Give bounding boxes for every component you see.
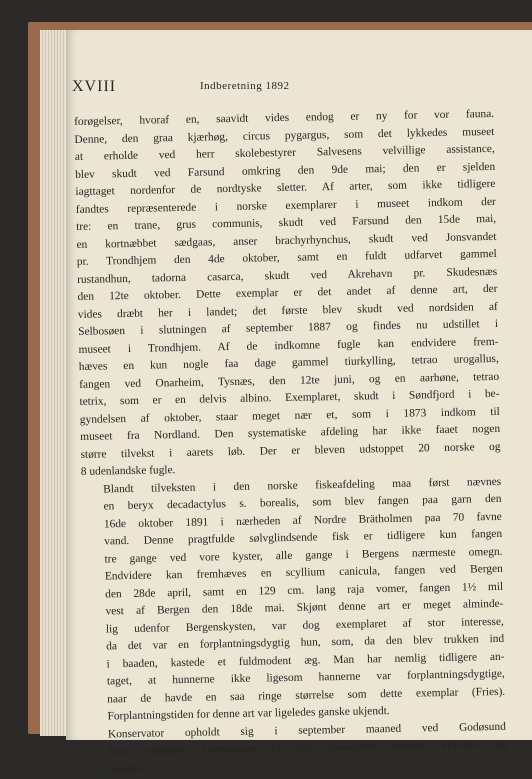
text-line: lig udenfor Bergenskysten, var dog exemplaret af stor interesse, — [105, 615, 504, 635]
text-line: fandtes repræsenterede i norske exemplarer i museet indkom der — [75, 195, 496, 216]
text-line: rustandhun, tadorna casarca, skudt ved Akrehavn pr. Skudesnæs — [77, 265, 498, 286]
text-line: 8 udenlandske fugle. — [80, 464, 176, 478]
text-line: pr. Trondhjem den 4de oktober, samt en fuldt udfarvet gammel — [76, 247, 497, 268]
paragraph — [81, 473, 506, 726]
text-line: iagttaget nordenfor de nordtyske sletter. Af arter, som ikke tidligere — [75, 177, 496, 198]
text-line: gyndelsen af oktober, staar meget nær et, som i 1873 indkom til — [79, 405, 500, 426]
text-line: 16de oktober 1891 i nærheden af Nordre Brätholmen paa 70 favne — [103, 510, 502, 531]
text-line: tetrix, som er en delvis albino. Exemplaret, skudt i Søndfjord i be- — [79, 387, 500, 408]
text-line: Endvidere kan fremhæves en scyllium canicula, fangen ved Bergen — [104, 562, 503, 583]
text-line: tre gange ved vore kyster, alle gange i Bergens nærmeste omegn. — [104, 545, 503, 565]
text-line: museet i Trondhjem. Af de indkomne fugle kan endvidere frem- — [78, 335, 499, 356]
text-line: forøgelser, hvoraf en, saavidt vides endog er ny for vor fauna. — [74, 107, 495, 128]
text-line: forat indsamle evertebrater til den biologiske stations akvarier og — [108, 737, 507, 758]
body-text — [74, 106, 507, 779]
text-line: den 28de april, samt en 129 cm. lang raja vomer, fangen 1½ mil — [105, 580, 504, 600]
page-header — [72, 78, 372, 98]
text-line: større tilvekst i aarets løb. Der er bleven udstoppet 20 norske og — [80, 440, 501, 461]
text-line: Denne, den graa kjærhøg, circus pygargus, som det lykkedes museet — [74, 125, 495, 146]
text-line: den 12te oktober. Dette exemplar er det andet af denne art, der — [77, 282, 498, 303]
text-line: vides dræbt her i landet; det første blev skudt ved nordsiden af — [77, 300, 498, 321]
text-line: Konservator opholdt sig i september maaned ved Godøsund — [107, 720, 506, 740]
text-line: Blandt tilveksten i den norske fiskeafdeling maa først nævnes — [103, 475, 502, 496]
text-line: da det var en forplantningsdygtig hun, som, da den blev trukken ind — [106, 632, 505, 653]
running-title: Indberetning 1892 — [200, 80, 290, 92]
text-line: i baaden, kastede et fuldmodent æg. Man har nemlig tidligere an- — [106, 650, 505, 670]
text-line: museet fra Nordland. Den systematiske afdeling har ikke faaet nogen — [80, 422, 501, 443]
text-line: Forplantningstiden for denne art var ligeledes ganske ukjendt. — [107, 705, 390, 723]
text-line: blev skudt ved Farsund omkring den 9de mai; den er sjelden — [75, 160, 496, 181]
text-line: at erholde ved herr skolebestyrer Salvesens velvillige assistance, — [74, 142, 495, 163]
text-line: vest af Bergen den 18de mai. Skjønt denne art er meget alminde- — [105, 597, 504, 618]
text-line: hæves en kun nogle faa dage gammel tiurkylling, tetrao urogallus, — [78, 352, 499, 373]
text-line: en kortnæbbet sædgaas, anser brachyrhynchus, skudt ved Jonsvandet — [76, 230, 497, 251]
text-line: museet. — [108, 762, 144, 775]
page-number: XVIII — [72, 78, 117, 95]
text-line: naar de havde en saa ringe størrelse som dette exemplar (Fries). — [107, 685, 506, 705]
paragraph — [86, 718, 507, 779]
paragraph — [74, 106, 501, 481]
text-line: Selbosøen i slutningen af september 1887 og findes nu udstillet i — [78, 317, 499, 338]
text-line: en beryx decadactylus s. borealis, som blev fangen paa garn den — [103, 492, 502, 513]
text-line: taget, at hunnerne ikke ligesom hannerne var forplantningsdygtige, — [106, 667, 505, 688]
text-line: tre: en trane, grus communis, skudt ved Farsund den 15de mai, — [76, 212, 497, 233]
text-line: vand. Denne pragtfulde sølvglindsende fisk er tidligere kun fangen — [104, 527, 503, 548]
text-line: fangen ved Onarheim, Tysnæs, den 12te juni, og en aarhøne, tetrao — [79, 370, 500, 391]
